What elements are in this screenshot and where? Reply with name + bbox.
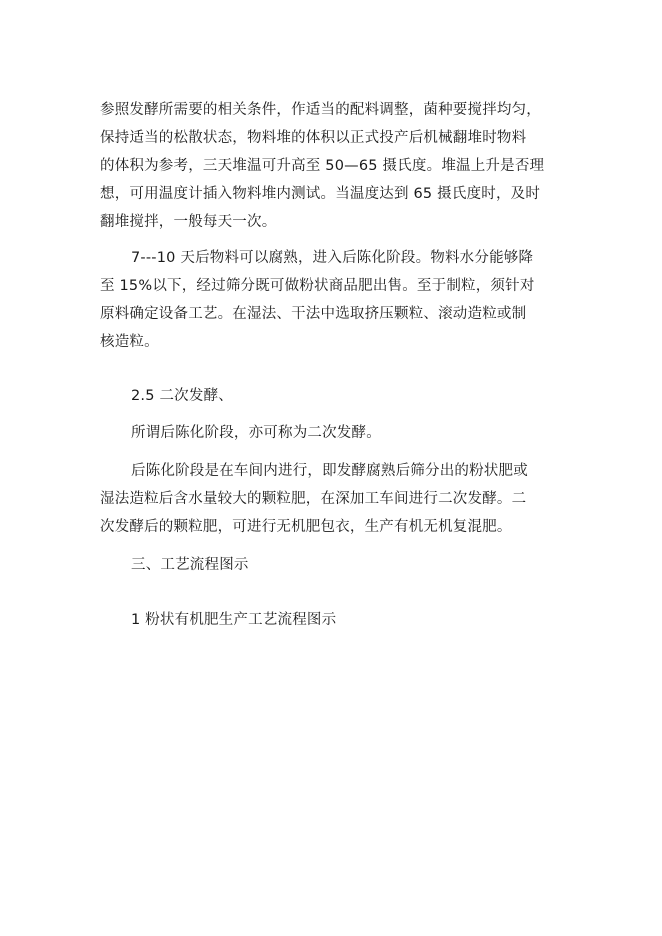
paragraph-line: 的体积为参考，三天堆温可升高至 50—65 摄氏度。堆温上升是否理 [100, 158, 545, 174]
paragraph-line: 想，可用温度计插入物料堆内测试。当温度达到 65 摄氏度时，及时 [100, 186, 541, 202]
paragraph-line: 原料确定设备工艺。在湿法、干法中选取挤压颗粒、滚动造粒或制 [100, 306, 527, 322]
paragraph-line: 7---10 天后物料可以腐熟，进入后陈化阶段。物料水分能够降 [131, 250, 534, 266]
paragraph-line: 翻堆搅拌，一般每天一次。 [100, 214, 277, 230]
paragraph-line: 核造粒。 [100, 334, 159, 350]
paragraph-line: 次发酵后的颗粒肥，可进行无机肥包衣，生产有机无机复混肥。 [100, 519, 512, 535]
paragraph-line: 参照发酵所需要的相关条件，作适当的配料调整，菌种要搅拌均匀， [100, 102, 541, 118]
paragraph-line: 保持适当的松散状态，物料堆的体积以正式投产后机械翻堆时物料 [100, 130, 527, 146]
chapter-heading: 三、工艺流程图示 [131, 557, 249, 573]
paragraph-line: 后陈化阶段是在车间内进行，即发酵腐熟后筛分出的粉状肥或 [131, 463, 528, 479]
paragraph-line: 至 15%以下，经过筛分既可做粉状商品肥出售。至于制粒，须针对 [100, 278, 535, 294]
subheading: 1 粉状有机肥生产工艺流程图示 [131, 612, 337, 628]
paragraph-line: 湿法造粒后含水量较大的颗粒肥，在深加工车间进行二次发酵。二 [100, 491, 527, 507]
paragraph-line: 所谓后陈化阶段，亦可称为二次发酵。 [131, 425, 381, 441]
section-heading: 2.5 二次发酵、 [131, 388, 233, 404]
